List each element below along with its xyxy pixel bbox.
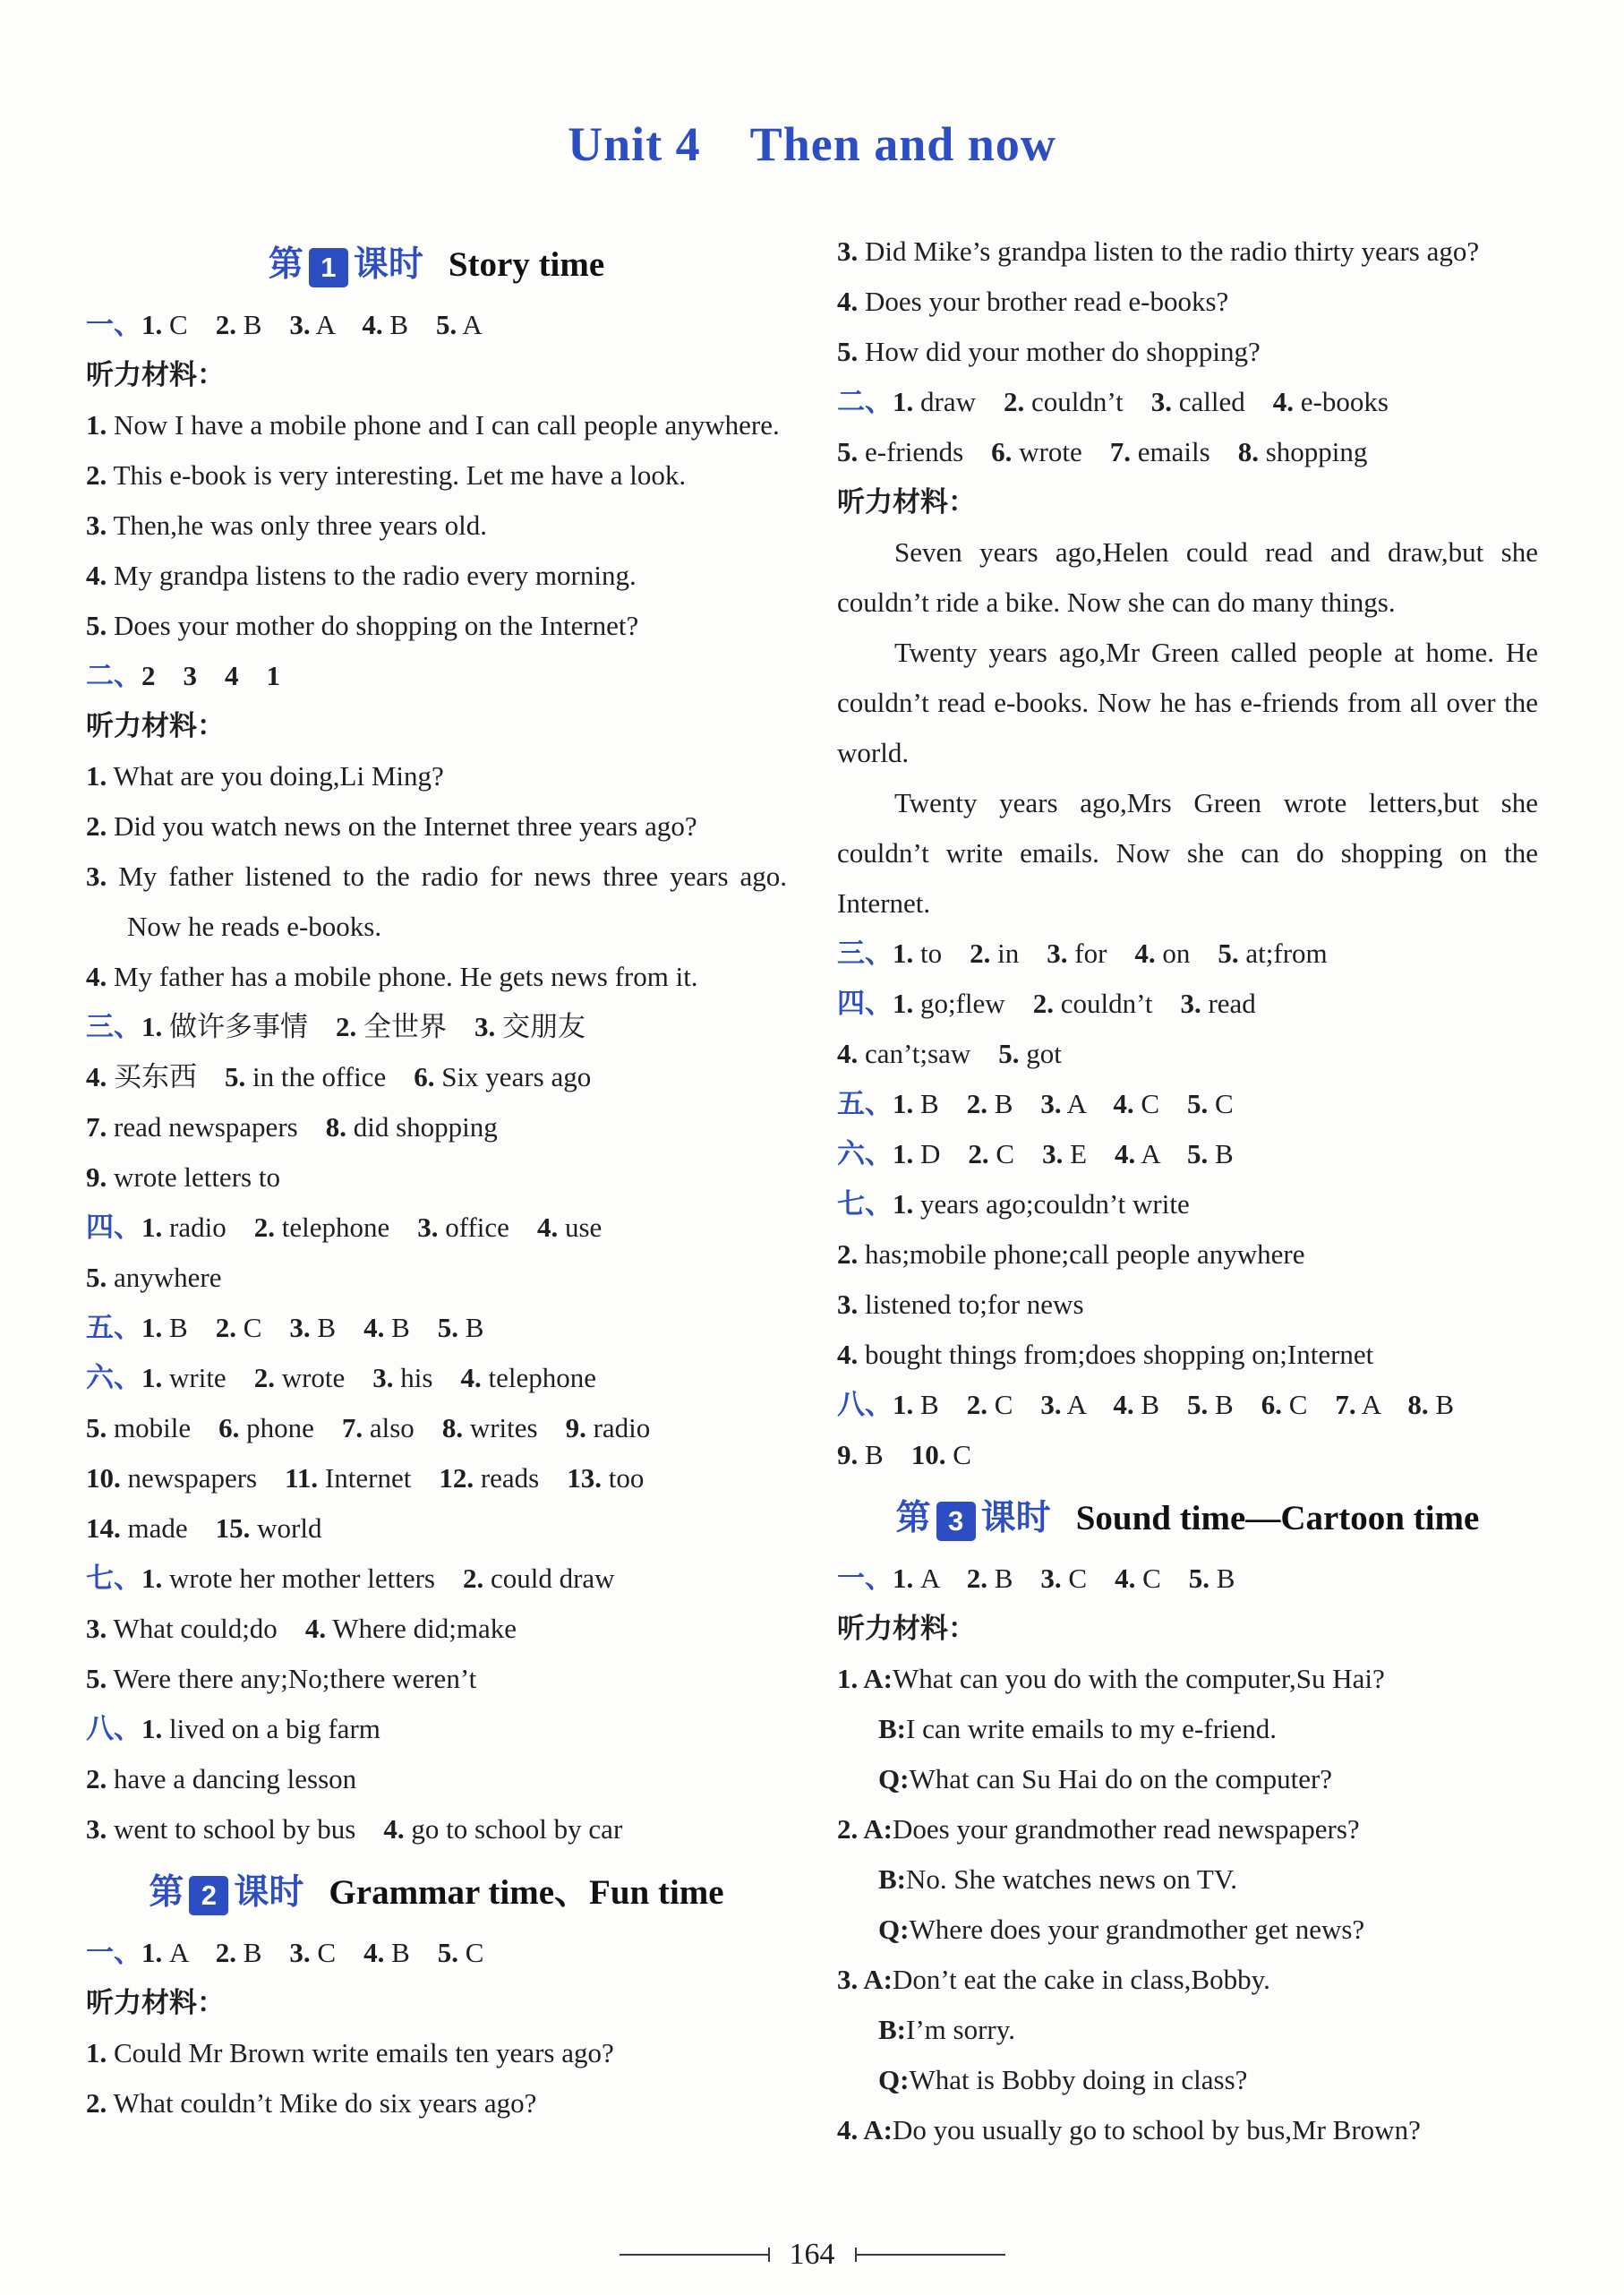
list-item: 2. Did you watch news on the Internet three years ago?: [86, 810, 697, 842]
section-marker: 七、: [837, 1188, 893, 1220]
listening-material-label: 听力材料：: [837, 486, 976, 518]
answer-line: 八、1. lived on a big farm: [86, 1713, 380, 1744]
page-footer: [0, 2238, 1624, 2272]
dialog-line: B:I can write emails to my e-friend.: [878, 1713, 1278, 1744]
answer-line: 二、2 3 4 1: [86, 660, 280, 691]
list-item: 3. Did Mike’s grandpa listen to the radio thirty years ago?: [837, 235, 1480, 267]
lesson-label-suffix: 课时: [353, 245, 423, 284]
footer-rule-left: [620, 2254, 770, 2256]
content-columns: [86, 227, 1538, 2155]
lesson-header: [837, 1489, 1538, 1548]
list-item: 4. Does your brother read e-books?: [837, 286, 1229, 317]
list-item: 2. A:Does your grandmother read newspapers?: [837, 1813, 1360, 1845]
list-item: 5. Does your mother do shopping on the Internet?: [86, 610, 639, 641]
answer-line: 七、1. wrote her mother letters 2. could draw: [86, 1563, 615, 1594]
answer-line: 二、1. draw 2. couldn’t 3. called 4. e-books: [837, 386, 1389, 417]
listening-paragraph: Twenty years ago,Mrs Green wrote letters,but she couldn’t write emails. Now she can do shopping on the Internet.: [837, 787, 1538, 919]
answer-line: 三、1. to 2. in 3. for 4. on 5. at;from: [837, 938, 1328, 969]
answer-line: 五、1. B 2. B 3. A 4. C 5. C: [837, 1088, 1234, 1119]
page-number: 164: [789, 2238, 835, 2271]
lesson-label-prefix: 第: [268, 245, 303, 284]
list-item: 4. My grandpa listens to the radio every morning.: [86, 560, 637, 591]
lesson-header: [86, 235, 787, 295]
answer-line-continued: 4. can’t;saw 5. got: [837, 1038, 1062, 1069]
section-marker: 二、: [86, 660, 141, 691]
answer-line-continued: 4. 买东西 5. in the office 6. Six years ago: [86, 1061, 592, 1092]
section-marker: 八、: [837, 1389, 893, 1420]
answer-line-continued: 2. has;mobile phone;call people anywhere: [837, 1238, 1305, 1270]
lesson-number-box: 3: [936, 1502, 976, 1541]
answer-line: 八、1. B 2. C 3. A 4. B 5. B 6. C 7. A 8. B: [837, 1389, 1455, 1420]
section-marker: 四、: [837, 988, 893, 1019]
listening-paragraph: Twenty years ago,Mr Green called people at home. He couldn’t read e-books. Now he has e-friends from all over the world.: [837, 637, 1538, 768]
right-column: [837, 227, 1538, 2155]
footer-rule-right: [855, 2254, 1005, 2256]
section-marker: 五、: [837, 1088, 893, 1119]
answer-line-continued: 5. mobile 6. phone 7. also 8. writes 9. radio: [86, 1412, 651, 1443]
list-item: 2. This e-book is very interesting. Let me have a look.: [86, 459, 687, 491]
list-item: 1. Could Mr Brown write emails ten years ago?: [86, 2037, 614, 2068]
answer-line-continued: 14. made 15. world: [86, 1512, 322, 1544]
unit-title: Unit 4 Then and now: [568, 117, 1056, 171]
section-marker: 六、: [86, 1362, 141, 1393]
list-item: 1. A:What can you do with the computer,Su Hai?: [837, 1663, 1385, 1694]
list-item: 1. Now I have a mobile phone and I can call people anywhere.: [86, 409, 780, 441]
list-item: 1. What are you doing,Li Ming?: [86, 760, 444, 792]
lesson-label-suffix: 课时: [980, 1499, 1051, 1537]
answer-line: 五、1. B 2. C 3. B 4. B 5. B: [86, 1312, 484, 1343]
section-marker: 四、: [86, 1212, 141, 1243]
answer-line-continued: 3. went to school by bus 4. go to school by car: [86, 1813, 623, 1845]
answer-line: 六、1. D 2. C 3. E 4. A 5. B: [837, 1138, 1234, 1169]
answer-line-continued: 9. wrote letters to: [86, 1161, 280, 1193]
section-marker: 三、: [837, 938, 893, 969]
lesson-label-prefix: 第: [895, 1499, 931, 1537]
answer-line: 四、1. radio 2. telephone 3. office 4. use: [86, 1212, 603, 1243]
answer-line-continued: 10. newspapers 11. Internet 12. reads 13. too: [86, 1462, 645, 1494]
section-marker: 七、: [86, 1563, 141, 1594]
lesson-label-prefix: 第: [149, 1873, 184, 1912]
lesson-number-box: 2: [189, 1876, 228, 1915]
listening-material-label: 听力材料：: [837, 1613, 976, 1644]
listening-material-label: 听力材料：: [86, 710, 225, 741]
section-marker: 三、: [86, 1011, 141, 1042]
left-column: [86, 227, 787, 2128]
list-item: 3. A:Don’t eat the cake in class,Bobby.: [837, 1964, 1270, 1995]
dialog-line: Q:What is Bobby doing in class?: [878, 2064, 1248, 2095]
lesson-header: [86, 1863, 787, 1922]
dialog-line: Q:Where does your grandmother get news?: [878, 1914, 1365, 1945]
listening-material-label: 听力材料：: [86, 359, 225, 390]
answer-line-continued: 2. have a dancing lesson: [86, 1763, 357, 1794]
dialog-line: B:No. She watches news on TV.: [878, 1863, 1237, 1895]
lesson-number-box: 1: [309, 248, 348, 287]
answer-line: 一、1. A 2. B 3. C 4. C 5. B: [837, 1563, 1235, 1594]
answer-line: 六、1. write 2. wrote 3. his 4. telephone: [86, 1362, 596, 1393]
list-item: 3. Then,he was only three years old.: [86, 510, 487, 541]
list-item: 4. A:Do you usually go to school by bus,Mr Brown?: [837, 2114, 1421, 2145]
section-marker: 五、: [86, 1312, 141, 1343]
section-marker: 六、: [837, 1138, 893, 1169]
section-marker: 一、: [86, 309, 141, 340]
list-item: 4. My father has a mobile phone. He gets news from it.: [86, 961, 698, 992]
lesson-title: Grammar time、Fun time: [329, 1873, 724, 1912]
section-marker: 一、: [86, 1937, 141, 1968]
list-item: 5. How did your mother do shopping?: [837, 336, 1261, 367]
lesson-title: Story time: [448, 245, 605, 284]
answer-line: 七、1. years ago;couldn’t write: [837, 1188, 1190, 1220]
answer-line-continued: 9. B 10. C: [837, 1439, 971, 1470]
answer-line: 四、1. go;flew 2. couldn’t 3. read: [837, 988, 1256, 1019]
answer-line: 一、1. A 2. B 3. C 4. B 5. C: [86, 1937, 484, 1968]
answer-line: 一、1. C 2. B 3. A 4. B 5. A: [86, 309, 483, 340]
list-item: 3. My father listened to the radio for news three years ago. Now he reads e-books.: [86, 861, 787, 942]
dialog-line: Q:What can Su Hai do on the computer?: [878, 1763, 1333, 1794]
section-marker: 八、: [86, 1713, 141, 1744]
answer-line-continued: 7. read newspapers 8. did shopping: [86, 1111, 498, 1143]
lesson-title: Sound time—Cartoon time: [1075, 1499, 1480, 1537]
dialog-line: B:I’m sorry.: [878, 2014, 1015, 2045]
answer-line-continued: 3. What could;do 4. Where did;make: [86, 1613, 517, 1644]
listening-paragraph: Seven years ago,Helen could read and draw,but she couldn’t ride a bike. Now she can do many things.: [837, 536, 1538, 618]
answer-line-continued: 3. listened to;for news: [837, 1289, 1084, 1320]
answer-line: 三、1. 做许多事情 2. 全世界 3. 交朋友: [86, 1011, 585, 1042]
section-marker: 一、: [837, 1563, 893, 1594]
answer-line-continued: 5. Were there any;No;there weren’t: [86, 1663, 477, 1694]
answer-line-continued: 4. bought things from;does shopping on;Internet: [837, 1339, 1374, 1370]
section-marker: 二、: [837, 386, 893, 417]
listening-material-label: 听力材料：: [86, 1987, 225, 2018]
answer-line-continued: 5. e-friends 6. wrote 7. emails 8. shopping: [837, 436, 1368, 467]
lesson-label-suffix: 课时: [234, 1873, 304, 1912]
answer-line-continued: 5. anywhere: [86, 1262, 222, 1293]
list-item: 2. What couldn’t Mike do six years ago?: [86, 2087, 537, 2119]
